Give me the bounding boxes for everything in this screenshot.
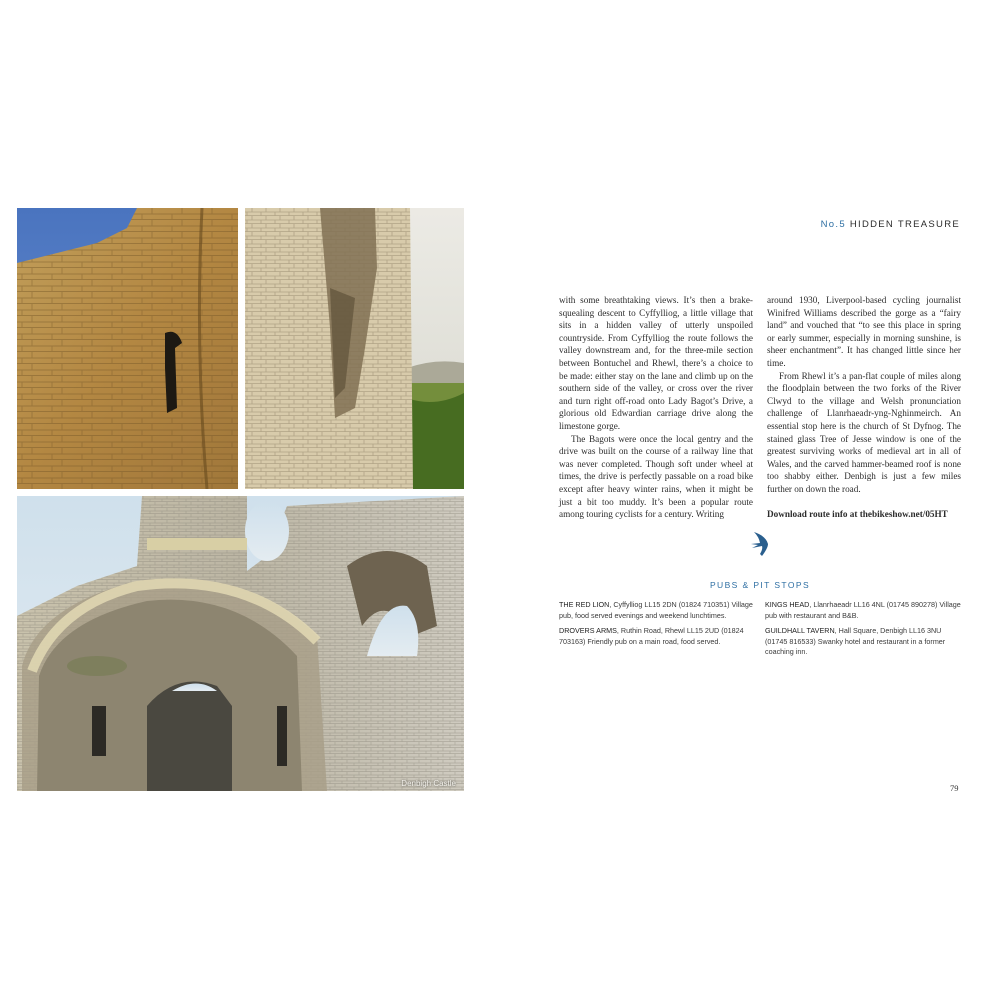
chapter-number: No.5	[820, 219, 846, 230]
pub-name: THE RED LION	[559, 600, 610, 609]
pub-entry	[765, 600, 961, 621]
article-column-right	[767, 294, 961, 520]
pubs-column-left	[559, 600, 755, 652]
article-paragraph: From Rhewl it’s a pan-flat couple of miles along the floodplain between the two forks of the River Clwyd to the village and Welsh pronunciation challenge of Llanrhaeadr-yng-Nghinmeirch. An essential stop here is the church of St Dyfnog. The stained glass Tree of Jesse window is one of the greatest surviving works of medieval art in all of Wales, and the carved hammer-beamed roof is none too shabby either. Denbigh is just a few miles further on down the road.	[767, 370, 961, 494]
castle-tower-image	[245, 208, 464, 489]
pub-entry	[559, 600, 755, 621]
pub-name: KINGS HEAD	[765, 600, 810, 609]
pub-name: GUILDHALL TAVERN	[765, 626, 835, 635]
denbigh-castle-image	[17, 496, 464, 791]
photo-castle-wall	[17, 208, 238, 489]
pubs-section-title: PUBS & PIT STOPS	[709, 580, 811, 590]
download-route-link[interactable]: Download route info at thebikeshow.net/05HT	[767, 508, 948, 519]
pub-details: , Llanrhaeadr LL16 4NL (01745 890278) Village pub with restaurant and B&B.	[765, 600, 961, 620]
pub-entry	[559, 626, 755, 647]
article-paragraph: around 1930, Liverpool-based cycling journalist Winifred Williams described the gorge as a “fairy land” and vouched that “to see this place in spring or early summer, especially in morning sunshine, is sheer enchantment”. It has changed little since her time.	[767, 295, 961, 368]
pub-details: , Ruthin Road, Rhewl LL15 2UD (01824 703163) Friendly pub on a main road, food served.	[559, 626, 744, 646]
castle-wall-image	[17, 208, 238, 489]
photo-castle-tower	[245, 208, 464, 489]
chapter-title: HIDDEN TREASURE	[849, 219, 960, 230]
photo-caption: Denbigh Castle	[401, 779, 456, 788]
swallow-bird-icon	[748, 530, 774, 560]
pubs-column-right	[765, 600, 961, 663]
pub-entry	[765, 626, 961, 658]
page-number: 79	[950, 783, 959, 793]
pub-name: DROVERS ARMS	[559, 626, 617, 635]
pub-details: , Cyffylliog LL15 2DN (01824 710351) Village pub, food served evenings and weekend lunchtimes.	[559, 600, 753, 620]
article-column-left	[559, 294, 753, 521]
article-paragraph: The Bagots were once the local gentry and the drive was built on the course of a railway line that was never completed. Though soft under wheel at times, the drive is perfectly passable on a road bike except after heavy winter rains, when it might be just a bit too muddy. It’s been a popular route among touring cyclists for a century. Writing	[559, 433, 753, 520]
photo-denbigh-castle	[17, 496, 464, 791]
running-head	[821, 219, 960, 230]
pub-details: , Hall Square, Denbigh LL16 3NU (01745 816533) Swanky hotel and restaurant in a former coaching inn.	[765, 626, 946, 656]
article-paragraph: with some breathtaking views. It’s then a brake-squealing descent to Cyffylliog, a little village that sits in a hidden valley of utterly unspoiled countryside. From Cyffylliog the route follows the valley downstream and, for the three-mile section between Bontuchel and Rhewl, there’s a choice to be made: either stay on the lane and climb up on the southern side of the valley, or cross over the river and turn right off-road onto Lady Bagot’s Drive, a glorious old Edwardian carriage drive along the limestone gorge.	[559, 295, 753, 431]
